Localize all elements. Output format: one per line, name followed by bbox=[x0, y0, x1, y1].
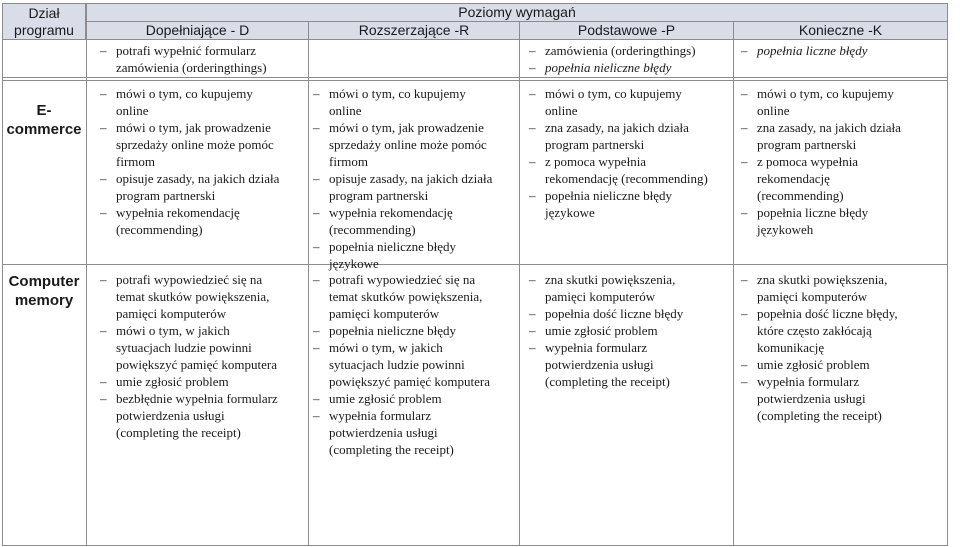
list-item-text: popełnia liczne błędy bbox=[757, 205, 869, 220]
list-item-text: wypełnia formularz bbox=[545, 340, 648, 355]
list-item-text: które często zakłócają bbox=[757, 323, 872, 338]
list-item-continuation bbox=[100, 102, 307, 119]
list-item-continuation bbox=[100, 407, 307, 424]
list-item-continuation bbox=[100, 424, 307, 441]
list-item-text: wypełnia formularz bbox=[757, 374, 860, 389]
list-item-text: językoweh bbox=[757, 222, 814, 237]
list-item bbox=[529, 187, 733, 204]
bullet-dash-icon: – bbox=[741, 86, 748, 101]
list-item-text: mówi o tym, co kupujemy bbox=[116, 86, 253, 101]
row-label-line: E- bbox=[36, 102, 52, 119]
header-level-r bbox=[308, 21, 520, 40]
list-item-continuation bbox=[100, 221, 307, 238]
cell-memory-d bbox=[100, 271, 307, 441]
list-item-continuation bbox=[313, 102, 518, 119]
top-p-line: popełnia nieliczne błędy bbox=[545, 60, 672, 75]
list-item-continuation bbox=[529, 204, 733, 221]
list-item bbox=[313, 407, 518, 424]
list-item-text: językowe bbox=[329, 256, 379, 271]
list-item-text: rekomendację (recommending) bbox=[545, 171, 708, 186]
list-item-continuation bbox=[741, 187, 946, 204]
list-item-text: mówi o tym, co kupujemy bbox=[757, 86, 894, 101]
list-item-text: online bbox=[757, 103, 790, 118]
list-item bbox=[529, 153, 733, 170]
list-item bbox=[529, 305, 733, 322]
list-item bbox=[100, 271, 307, 288]
list-item-text: potwierdzenia usługi bbox=[545, 357, 654, 372]
list-item-continuation bbox=[313, 288, 518, 305]
bullet-dash-icon: – bbox=[313, 391, 320, 406]
list-item bbox=[100, 85, 307, 102]
list-item-text: mówi o tym, w jakich bbox=[329, 340, 443, 355]
list-item-text: powiększyć pamięć komputera bbox=[329, 374, 490, 389]
list-item-continuation bbox=[741, 390, 946, 407]
list-item-text: program partnerski bbox=[757, 137, 857, 152]
bullet-dash-icon: – bbox=[313, 171, 320, 186]
bullet-dash-icon: – bbox=[529, 154, 536, 169]
top-row-p bbox=[529, 42, 734, 76]
bullet-dash-icon: – bbox=[313, 120, 320, 135]
list-item bbox=[741, 373, 946, 390]
list-item-text: sytuacjach ludzie powinni bbox=[329, 357, 465, 372]
list-item-text: potwierdzenia usługi bbox=[329, 425, 438, 440]
bullet-dash-icon: – bbox=[313, 239, 320, 254]
header-level-p bbox=[519, 21, 734, 40]
header-level-k-label: Konieczne -K bbox=[798, 22, 883, 38]
bullet-dash-icon: – bbox=[529, 60, 536, 75]
list-item-text: powiększyć pamięć komputera bbox=[116, 357, 277, 372]
list-item-text: (completing the receipt) bbox=[329, 442, 454, 457]
list-item-text: (recommending) bbox=[116, 222, 203, 237]
list-item bbox=[313, 85, 518, 102]
list-item-text: bezbłędnie wypełnia formularz bbox=[116, 391, 278, 406]
list-item-text: program partnerski bbox=[116, 188, 216, 203]
list-item-text: wypełnia rekomendację bbox=[116, 205, 240, 220]
list-item-text: pamięci komputerów bbox=[545, 289, 656, 304]
bullet-dash-icon: – bbox=[100, 86, 107, 101]
list-item-continuation bbox=[529, 136, 733, 153]
list-item-text: popełnia dość liczne błędy, bbox=[757, 306, 898, 321]
row-label-line: memory bbox=[14, 292, 74, 309]
cell-ecommerce-k bbox=[741, 85, 946, 238]
list-item-text: online bbox=[329, 103, 362, 118]
list-item-text: temat skutków powiększenia, bbox=[116, 289, 270, 304]
list-item-text: z pomoca wypełnia bbox=[757, 154, 859, 169]
list-item bbox=[100, 322, 307, 339]
list-item-text: umie zgłosić problem bbox=[545, 323, 658, 338]
list-item-continuation bbox=[100, 339, 307, 356]
bullet-dash-icon: – bbox=[529, 272, 536, 287]
list-item-continuation bbox=[529, 102, 733, 119]
list-item bbox=[529, 119, 733, 136]
list-item-text: popełnia nieliczne błędy bbox=[545, 188, 673, 203]
bullet-dash-icon: – bbox=[313, 272, 320, 287]
list-item bbox=[741, 153, 946, 170]
row-label-line: Computer bbox=[8, 273, 80, 290]
cell-ecommerce-d bbox=[100, 85, 307, 238]
list-item-text: potwierdzenia usługi bbox=[116, 408, 225, 423]
list-item-text: rekomendację bbox=[757, 171, 830, 186]
bullet-dash-icon: – bbox=[100, 323, 107, 338]
list-item-text: wypełnia formularz bbox=[329, 408, 432, 423]
list-item bbox=[313, 322, 518, 339]
bullet-dash-icon: – bbox=[313, 86, 320, 101]
list-item-text: wypełnia rekomendację bbox=[329, 205, 453, 220]
grid-line bbox=[2, 545, 948, 546]
list-item bbox=[313, 271, 518, 288]
bullet-dash-icon: – bbox=[100, 205, 107, 220]
list-item-text: program partnerski bbox=[545, 137, 645, 152]
header-dzial-line1: Dział bbox=[28, 5, 60, 21]
list-item-continuation bbox=[741, 221, 946, 238]
grid-line bbox=[2, 80, 948, 81]
list-item-continuation bbox=[741, 322, 946, 339]
list-item-continuation bbox=[529, 170, 733, 187]
list-item bbox=[529, 85, 733, 102]
bullet-dash-icon: – bbox=[313, 340, 320, 355]
list-item-text: firmom bbox=[329, 154, 368, 169]
bullet-dash-icon: – bbox=[741, 120, 748, 135]
list-item bbox=[313, 390, 518, 407]
header-dzial-line2: programu bbox=[14, 22, 74, 38]
bullet-dash-icon: – bbox=[529, 323, 536, 338]
list-item bbox=[313, 119, 518, 136]
list-item-text: mówi o tym, jak prowadzenie bbox=[329, 120, 484, 135]
list-item-text: mówi o tym, co kupujemy bbox=[545, 86, 682, 101]
list-item-text: firmom bbox=[116, 154, 155, 169]
cell-memory-p bbox=[529, 271, 733, 390]
list-item-text: sprzedaży online może pomóc bbox=[329, 137, 487, 152]
bullet-dash-icon: – bbox=[529, 120, 536, 135]
list-item-text: umie zgłosić problem bbox=[116, 374, 229, 389]
list-item bbox=[100, 373, 307, 390]
grid-line bbox=[947, 40, 948, 546]
list-item-text: popełnia nieliczne błędy bbox=[329, 323, 457, 338]
list-item-text: zna skutki powiększenia, bbox=[545, 272, 676, 287]
list-item-text: potwierdzenia usługi bbox=[757, 391, 866, 406]
list-item bbox=[100, 119, 307, 136]
list-item-continuation bbox=[100, 288, 307, 305]
bullet-dash-icon: – bbox=[741, 306, 748, 321]
bullet-dash-icon: – bbox=[529, 86, 536, 101]
list-item-continuation bbox=[100, 136, 307, 153]
list-item bbox=[529, 339, 733, 356]
list-item-text: zna zasady, na jakich działa bbox=[757, 120, 901, 135]
list-item-continuation bbox=[313, 424, 518, 441]
row-label-line: commerce bbox=[6, 121, 82, 138]
list-item-continuation bbox=[529, 356, 733, 373]
list-item-continuation bbox=[313, 153, 518, 170]
list-item bbox=[313, 339, 518, 356]
bullet-dash-icon: – bbox=[100, 43, 107, 58]
list-item-continuation bbox=[313, 373, 518, 390]
bullet-dash-icon: – bbox=[741, 374, 748, 389]
list-item bbox=[741, 204, 946, 221]
bullet-dash-icon: – bbox=[100, 120, 107, 135]
list-item-continuation bbox=[100, 153, 307, 170]
list-item bbox=[741, 119, 946, 136]
list-item-text: (recommending) bbox=[757, 188, 844, 203]
grid-line bbox=[86, 40, 87, 546]
top-k-line: popełnia liczne błędy bbox=[757, 43, 868, 58]
list-item-text: online bbox=[116, 103, 149, 118]
list-item-continuation bbox=[313, 356, 518, 373]
list-item-text: pamięci komputerów bbox=[329, 306, 440, 321]
list-item-continuation bbox=[100, 305, 307, 322]
header-level-r-label: Rozszerzające -R bbox=[358, 22, 470, 38]
bullet-dash-icon: – bbox=[100, 374, 107, 389]
row-label-ecommerce bbox=[2, 101, 86, 139]
list-item-text: opisuje zasady, na jakich działa bbox=[329, 171, 493, 186]
list-item-continuation bbox=[313, 441, 518, 458]
list-item-text: (completing the receipt) bbox=[757, 408, 882, 423]
list-item bbox=[100, 204, 307, 221]
list-item-continuation bbox=[529, 288, 733, 305]
bullet-dash-icon: – bbox=[529, 188, 536, 203]
list-item-text: potrafi wypowiedzieć się na bbox=[329, 272, 476, 287]
bullet-dash-icon: – bbox=[313, 408, 320, 423]
list-item-text: opisuje zasady, na jakich działa bbox=[116, 171, 280, 186]
header-level-p-label: Podstawowe -P bbox=[577, 22, 676, 38]
list-item bbox=[741, 85, 946, 102]
header-poziomy-label: Poziomy wymagań bbox=[458, 4, 576, 20]
bullet-dash-icon: – bbox=[313, 323, 320, 338]
bullet-dash-icon: – bbox=[100, 272, 107, 287]
list-item-text: mówi o tym, co kupujemy bbox=[329, 86, 466, 101]
bullet-dash-icon: – bbox=[529, 306, 536, 321]
cell-memory-r bbox=[313, 271, 518, 458]
list-item-continuation bbox=[741, 339, 946, 356]
bullet-dash-icon: – bbox=[313, 205, 320, 220]
grid-line bbox=[2, 77, 948, 78]
list-item-text: potrafi wypowiedzieć się na bbox=[116, 272, 263, 287]
list-item-continuation bbox=[313, 255, 518, 272]
list-item-continuation bbox=[741, 136, 946, 153]
list-item-text: mówi o tym, w jakich bbox=[116, 323, 230, 338]
top-p-line: zamówienia (orderingthings) bbox=[545, 43, 696, 58]
list-item bbox=[529, 322, 733, 339]
list-item-text: program partnerski bbox=[329, 188, 429, 203]
grid-line bbox=[733, 40, 734, 546]
list-item-continuation bbox=[529, 373, 733, 390]
list-item-continuation bbox=[313, 221, 518, 238]
list-item-text: komunikację bbox=[757, 340, 825, 355]
list-item-text: temat skutków powiększenia, bbox=[329, 289, 483, 304]
bullet-dash-icon: – bbox=[741, 43, 748, 58]
header-poziomy-cell bbox=[86, 3, 948, 22]
list-item-continuation bbox=[741, 288, 946, 305]
cell-ecommerce-r bbox=[313, 85, 518, 272]
list-item-continuation bbox=[100, 187, 307, 204]
list-item-text: pamięci komputerów bbox=[757, 289, 868, 304]
list-item-text: mówi o tym, jak prowadzenie bbox=[116, 120, 271, 135]
list-item bbox=[741, 305, 946, 322]
list-item-text: (recommending) bbox=[329, 222, 416, 237]
top-d-line: potrafi wypełnić formularz bbox=[116, 43, 257, 58]
cell-ecommerce-p bbox=[529, 85, 733, 221]
list-item-continuation bbox=[741, 102, 946, 119]
list-item-text: (completing the receipt) bbox=[116, 425, 241, 440]
list-item-text: popełnia dość liczne błędy bbox=[545, 306, 684, 321]
list-item-continuation bbox=[741, 407, 946, 424]
list-item-text: językowe bbox=[545, 205, 595, 220]
top-d-line: zamówienia (orderingthings) bbox=[116, 60, 267, 75]
list-item bbox=[741, 271, 946, 288]
list-item-text: online bbox=[545, 103, 578, 118]
bullet-dash-icon: – bbox=[529, 43, 536, 58]
list-item-text: umie zgłosić problem bbox=[329, 391, 442, 406]
list-item-text: pamięci komputerów bbox=[116, 306, 227, 321]
list-item bbox=[313, 204, 518, 221]
list-item bbox=[100, 390, 307, 407]
list-item-text: umie zgłosić problem bbox=[757, 357, 870, 372]
list-item-text: sprzedaży online może pomóc bbox=[116, 137, 274, 152]
list-item-continuation bbox=[313, 136, 518, 153]
grid-line bbox=[519, 40, 520, 546]
list-item-text: (completing the receipt) bbox=[545, 374, 670, 389]
bullet-dash-icon: – bbox=[741, 357, 748, 372]
header-level-d-label: Dopełniające - D bbox=[145, 22, 250, 38]
list-item-text: zna zasady, na jakich działa bbox=[545, 120, 689, 135]
cell-memory-k bbox=[741, 271, 946, 424]
list-item-text: zna skutki powiększenia, bbox=[757, 272, 888, 287]
list-item-text: popełnia nieliczne błędy bbox=[329, 239, 457, 254]
top-row-d bbox=[100, 42, 305, 76]
header-level-k bbox=[733, 21, 948, 40]
list-item bbox=[100, 170, 307, 187]
list-item-continuation bbox=[100, 356, 307, 373]
list-item-continuation bbox=[313, 187, 518, 204]
bullet-dash-icon: – bbox=[529, 340, 536, 355]
header-dzial-cell bbox=[2, 3, 86, 40]
list-item-continuation bbox=[741, 170, 946, 187]
top-row-k bbox=[741, 42, 946, 59]
bullet-dash-icon: – bbox=[100, 171, 107, 186]
grid-line bbox=[308, 40, 309, 546]
list-item bbox=[741, 356, 946, 373]
list-item bbox=[313, 238, 518, 255]
bullet-dash-icon: – bbox=[741, 154, 748, 169]
bullet-dash-icon: – bbox=[100, 391, 107, 406]
header-level-d bbox=[86, 21, 309, 40]
list-item bbox=[313, 170, 518, 187]
list-item-text: sytuacjach ludzie powinni bbox=[116, 340, 252, 355]
bullet-dash-icon: – bbox=[741, 205, 748, 220]
list-item-text: z pomoca wypełnia bbox=[545, 154, 647, 169]
list-item bbox=[529, 271, 733, 288]
row-label-computer-memory bbox=[2, 272, 86, 310]
bullet-dash-icon: – bbox=[741, 272, 748, 287]
list-item-continuation bbox=[313, 305, 518, 322]
